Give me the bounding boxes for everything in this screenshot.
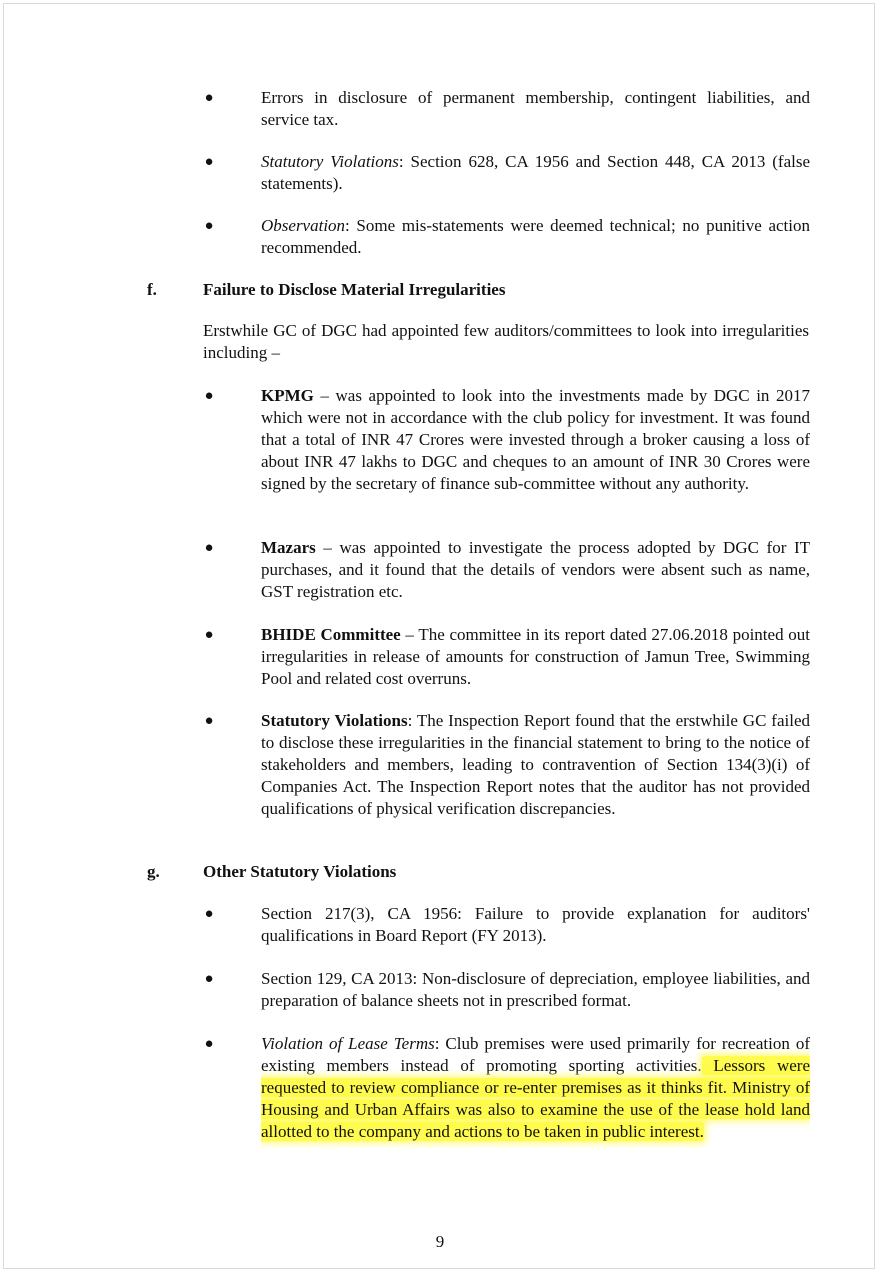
- bullet-text: [261, 1033, 810, 1143]
- document-page: [3, 3, 875, 1269]
- bullet-text: [261, 624, 810, 690]
- bullet-lead: Statutory Violations: [261, 711, 408, 730]
- bullet-body: Errors in disclosure of permanent membership, contingent liabilities, and service tax.: [261, 88, 810, 129]
- bullet-dot: ●: [204, 218, 214, 234]
- page-number: 9: [435, 1232, 445, 1251]
- bullet-body: : Section 628, CA 1956 and Section 448, CA 2013 (false statements).: [261, 152, 810, 193]
- highlighted-text: Lessors were requested to review compliance or re-enter premises as it thinks fit. Ministry of Housing and Urban Affairs was also to examine the use of the lease hold land allotted to the company and actions to be taken in public interest.: [261, 1056, 811, 1141]
- bullet-item: [202, 968, 810, 1012]
- bullet-body: – The committee in its report dated 27.06.2018 pointed out irregularities in release of amounts for construction of Jamun Tree, Swimming Pool and related cost overruns.: [261, 625, 811, 688]
- bullet-dot: ●: [204, 90, 214, 106]
- bullet-body: : Some mis-statements were deemed technical; no punitive action recommended.: [261, 216, 810, 257]
- bullet-lead: Observation: [261, 216, 346, 235]
- bullet-item: [202, 624, 810, 690]
- bullet-dot: ●: [204, 627, 214, 643]
- bullet-text: [261, 215, 810, 259]
- bullet-item: [202, 385, 810, 495]
- bullet-item: [202, 87, 810, 131]
- bullet-text: [261, 710, 810, 820]
- bullet-item: [202, 1033, 810, 1143]
- section-intro: Erstwhile GC of DGC had appointed few auditors/committees to look into irregularities including –: [203, 321, 809, 362]
- section-letter: g.: [147, 862, 160, 881]
- bullet-body: : The Inspection Report found that the erstwhile GC failed to disclose these irregularities in the financial statement to bring to the notice of stakeholders and members, leading to contravention of Section 134(3)(i) of Companies Act. The Inspection Report notes that the auditor has not provided qualifications of physical verification discrepancies.: [261, 711, 810, 818]
- bullet-text: [261, 903, 810, 947]
- bullet-dot: ●: [204, 713, 214, 729]
- bullet-text: [261, 385, 810, 495]
- bullet-dot: ●: [204, 906, 214, 922]
- bullet-lead: BHIDE Committee: [261, 625, 401, 644]
- bullet-item: [202, 537, 810, 603]
- section-letter: f.: [147, 280, 157, 299]
- bullet-item: [202, 710, 810, 820]
- bullet-item: [202, 215, 810, 259]
- bullet-dot: ●: [204, 154, 214, 170]
- bullet-text: [261, 87, 810, 131]
- bullet-item: [202, 903, 810, 947]
- bullet-body: : Club premises were used primarily for recreation of existing members instead of promoting sporting activities.: [261, 1034, 810, 1075]
- bullet-dot: ●: [204, 1036, 214, 1052]
- bullet-body: – was appointed to look into the investments made by DGC in 2017 which were not in accordance with the club policy for investment. It was found that a total of INR 47 Crores were invested through a broker causing a loss of about INR 47 lakhs to DGC and cheques to an amount of INR 30 Crores were signed by the secretary of finance sub-committee without any authority.: [261, 386, 810, 493]
- bullet-dot: ●: [204, 971, 214, 987]
- bullet-lead: Mazars: [261, 538, 316, 557]
- section-heading: Other Statutory Violations: [203, 862, 397, 881]
- bullet-lead: Violation of Lease Terms: [261, 1034, 435, 1053]
- bullet-text: [261, 537, 810, 603]
- bullet-lead: Statutory Violations: [261, 152, 399, 171]
- bullet-body: – was appointed to investigate the process adopted by DGC for IT purchases, and it found that the details of vendors were absent such as name, GST registration etc.: [261, 538, 810, 601]
- bullet-body: Section 217(3), CA 1956: Failure to provide explanation for auditors' qualifications in Board Report (FY 2013).: [261, 904, 810, 945]
- section-heading: Failure to Disclose Material Irregularities: [203, 280, 506, 299]
- bullet-text: [261, 968, 810, 1012]
- bullet-dot: ●: [204, 540, 214, 556]
- bullet-item: [202, 151, 810, 195]
- bullet-text: [261, 151, 810, 195]
- bullet-dot: ●: [204, 388, 214, 404]
- bullet-lead: KPMG: [261, 386, 314, 405]
- bullet-body: Section 129, CA 2013: Non-disclosure of depreciation, employee liabilities, and preparation of balance sheets not in prescribed format.: [261, 969, 810, 1010]
